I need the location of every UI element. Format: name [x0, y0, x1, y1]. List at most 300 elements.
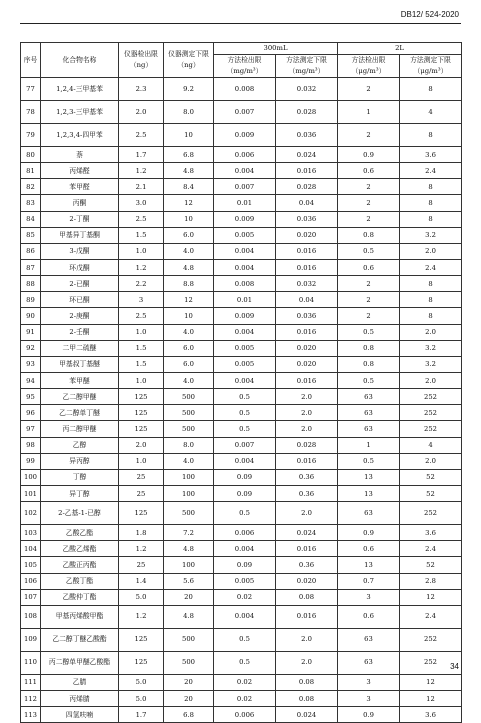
cell-instrument-quant-limit: 500 — [164, 389, 214, 405]
table-row — [21, 389, 462, 405]
col-method-quant-2l: 方法测定下限（μg/m³） — [400, 55, 462, 78]
cell-method-quant-300ml: 0.016 — [276, 605, 338, 628]
cell-name: 乙酸正丙酯 — [41, 557, 119, 573]
cell-method-quant-300ml: 2.0 — [276, 628, 338, 651]
table-row — [21, 589, 462, 605]
cell-instrument-detection-limit: 2.0 — [119, 437, 164, 453]
cell-method-quant-300ml: 0.020 — [276, 340, 338, 356]
cell-method-quant-300ml: 0.016 — [276, 372, 338, 388]
cell-method-detection-300ml: 0.008 — [214, 276, 276, 292]
cell-method-detection-300ml: 0.004 — [214, 541, 276, 557]
cell-instrument-detection-limit: 2.5 — [119, 211, 164, 227]
cell-method-quant-300ml: 0.020 — [276, 573, 338, 589]
cell-seq: 101 — [21, 485, 41, 501]
cell-seq: 93 — [21, 356, 41, 372]
cell-name: 2-丁酮 — [41, 211, 119, 227]
cell-instrument-detection-limit: 1.2 — [119, 163, 164, 179]
cell-name: 丁醇 — [41, 469, 119, 485]
cell-method-quant-2l: 2.4 — [400, 605, 462, 628]
cell-method-quant-2l: 252 — [400, 389, 462, 405]
cell-method-detection-300ml: 0.006 — [214, 147, 276, 163]
table-row — [21, 211, 462, 227]
cell-method-detection-2l: 2 — [338, 211, 400, 227]
table-row — [21, 356, 462, 372]
cell-method-quant-2l: 8 — [400, 276, 462, 292]
cell-seq: 92 — [21, 340, 41, 356]
cell-instrument-detection-limit: 125 — [119, 389, 164, 405]
cell-method-quant-300ml: 0.032 — [276, 276, 338, 292]
cell-method-detection-2l: 0.8 — [338, 340, 400, 356]
table-row — [21, 405, 462, 421]
cell-seq: 106 — [21, 573, 41, 589]
cell-instrument-quant-limit: 4.0 — [164, 243, 214, 259]
cell-method-quant-2l: 2.0 — [400, 453, 462, 469]
cell-name: 2-庚酮 — [41, 308, 119, 324]
cell-instrument-detection-limit: 125 — [119, 421, 164, 437]
cell-method-quant-2l: 52 — [400, 557, 462, 573]
cell-name: 异丁醇 — [41, 485, 119, 501]
cell-seq: 82 — [21, 179, 41, 195]
cell-method-quant-2l: 252 — [400, 502, 462, 525]
cell-method-quant-300ml: 0.08 — [276, 690, 338, 706]
cell-method-detection-300ml: 0.004 — [214, 163, 276, 179]
cell-method-quant-300ml: 0.36 — [276, 557, 338, 573]
cell-seq: 77 — [21, 78, 41, 101]
cell-instrument-quant-limit: 6.0 — [164, 227, 214, 243]
cell-name: 丙酮 — [41, 195, 119, 211]
cell-method-detection-2l: 3 — [338, 674, 400, 690]
cell-instrument-quant-limit: 9.2 — [164, 78, 214, 101]
table-row — [21, 557, 462, 573]
cell-method-detection-300ml: 0.009 — [214, 124, 276, 147]
table-row — [21, 147, 462, 163]
cell-method-quant-300ml: 0.04 — [276, 195, 338, 211]
cell-method-quant-300ml: 0.016 — [276, 324, 338, 340]
cell-instrument-quant-limit: 500 — [164, 421, 214, 437]
cell-method-quant-2l: 8 — [400, 211, 462, 227]
cell-instrument-detection-limit: 2.0 — [119, 101, 164, 124]
cell-method-quant-300ml: 2.0 — [276, 389, 338, 405]
table-row — [21, 651, 462, 674]
cell-name: 四氢呋喃 — [41, 707, 119, 723]
cell-instrument-quant-limit: 6.8 — [164, 147, 214, 163]
cell-instrument-detection-limit: 25 — [119, 469, 164, 485]
cell-name: 萘 — [41, 147, 119, 163]
cell-method-detection-300ml: 0.02 — [214, 690, 276, 706]
table-row — [21, 308, 462, 324]
cell-method-detection-300ml: 0.02 — [214, 589, 276, 605]
cell-method-detection-300ml: 0.01 — [214, 292, 276, 308]
cell-method-quant-2l: 12 — [400, 589, 462, 605]
table-row — [21, 179, 462, 195]
cell-instrument-quant-limit: 6.0 — [164, 340, 214, 356]
cell-instrument-detection-limit: 1.5 — [119, 340, 164, 356]
cell-instrument-detection-limit: 5.0 — [119, 690, 164, 706]
cell-name: 1,2,4-三甲基苯 — [41, 78, 119, 101]
cell-name: 1,2,3,4-四甲苯 — [41, 124, 119, 147]
cell-method-quant-300ml: 0.032 — [276, 78, 338, 101]
table-row — [21, 243, 462, 259]
cell-method-quant-300ml: 2.0 — [276, 405, 338, 421]
cell-name: 2-已酮 — [41, 276, 119, 292]
cell-method-detection-2l: 2 — [338, 179, 400, 195]
cell-instrument-detection-limit: 1.0 — [119, 453, 164, 469]
cell-method-quant-300ml: 0.020 — [276, 356, 338, 372]
cell-method-quant-300ml: 0.016 — [276, 259, 338, 275]
cell-instrument-detection-limit: 5.0 — [119, 589, 164, 605]
cell-instrument-detection-limit: 3.0 — [119, 195, 164, 211]
cell-method-quant-300ml: 0.016 — [276, 243, 338, 259]
cell-instrument-quant-limit: 7.2 — [164, 525, 214, 541]
cell-seq: 81 — [21, 163, 41, 179]
cell-method-quant-2l: 52 — [400, 469, 462, 485]
page-number: 34 — [450, 662, 459, 671]
cell-instrument-detection-limit: 2.5 — [119, 124, 164, 147]
table-row — [21, 573, 462, 589]
cell-method-quant-2l: 8 — [400, 78, 462, 101]
cell-instrument-quant-limit: 500 — [164, 628, 214, 651]
cell-method-detection-300ml: 0.004 — [214, 453, 276, 469]
cell-method-detection-300ml: 0.008 — [214, 78, 276, 101]
cell-method-quant-2l: 252 — [400, 405, 462, 421]
cell-instrument-detection-limit: 2.1 — [119, 179, 164, 195]
cell-method-detection-2l: 0.9 — [338, 707, 400, 723]
cell-seq: 104 — [21, 541, 41, 557]
cell-method-detection-300ml: 0.009 — [214, 211, 276, 227]
table-row — [21, 372, 462, 388]
cell-method-quant-300ml: 0.36 — [276, 469, 338, 485]
cell-method-quant-2l: 2.0 — [400, 243, 462, 259]
cell-method-detection-300ml: 0.09 — [214, 469, 276, 485]
cell-instrument-quant-limit: 12 — [164, 292, 214, 308]
cell-method-quant-2l: 3.6 — [400, 525, 462, 541]
cell-method-detection-300ml: 0.007 — [214, 437, 276, 453]
cell-instrument-quant-limit: 10 — [164, 211, 214, 227]
cell-method-detection-2l: 0.5 — [338, 243, 400, 259]
cell-method-detection-300ml: 0.004 — [214, 324, 276, 340]
cell-name: 丙烯醛 — [41, 163, 119, 179]
cell-instrument-detection-limit: 2.2 — [119, 276, 164, 292]
cell-instrument-quant-limit: 8.0 — [164, 437, 214, 453]
cell-instrument-quant-limit: 6.0 — [164, 356, 214, 372]
cell-method-quant-2l: 8 — [400, 124, 462, 147]
cell-instrument-detection-limit: 1.2 — [119, 605, 164, 628]
table-row — [21, 276, 462, 292]
cell-method-quant-2l: 12 — [400, 690, 462, 706]
cell-name: 甲基叔丁基醚 — [41, 356, 119, 372]
cell-seq: 85 — [21, 227, 41, 243]
cell-seq: 87 — [21, 259, 41, 275]
cell-seq: 98 — [21, 437, 41, 453]
cell-instrument-quant-limit: 8.8 — [164, 276, 214, 292]
cell-instrument-quant-limit: 100 — [164, 557, 214, 573]
cell-name: 苯甲醛 — [41, 179, 119, 195]
cell-instrument-detection-limit: 3 — [119, 292, 164, 308]
cell-method-detection-2l: 0.9 — [338, 147, 400, 163]
cell-method-quant-300ml: 0.36 — [276, 485, 338, 501]
cell-instrument-detection-limit: 125 — [119, 651, 164, 674]
cell-method-detection-2l: 1 — [338, 437, 400, 453]
cell-method-quant-2l: 2.4 — [400, 163, 462, 179]
cell-method-detection-2l: 63 — [338, 389, 400, 405]
cell-name: 乙二醇单丁醚 — [41, 405, 119, 421]
cell-seq: 84 — [21, 211, 41, 227]
cell-seq: 99 — [21, 453, 41, 469]
cell-instrument-quant-limit: 4.0 — [164, 453, 214, 469]
cell-method-quant-300ml: 0.08 — [276, 589, 338, 605]
cell-method-quant-300ml: 0.016 — [276, 163, 338, 179]
cell-method-quant-300ml: 0.036 — [276, 211, 338, 227]
cell-method-detection-300ml: 0.005 — [214, 340, 276, 356]
cell-name: 乙二醇丁醚乙酸酯 — [41, 628, 119, 651]
cell-instrument-quant-limit: 4.8 — [164, 541, 214, 557]
cell-instrument-detection-limit: 1.8 — [119, 525, 164, 541]
cell-seq: 109 — [21, 628, 41, 651]
table-row — [21, 674, 462, 690]
cell-method-detection-300ml: 0.5 — [214, 502, 276, 525]
cell-method-quant-2l: 2.4 — [400, 259, 462, 275]
cell-instrument-quant-limit: 4.8 — [164, 605, 214, 628]
cell-instrument-quant-limit: 10 — [164, 308, 214, 324]
table-row — [21, 227, 462, 243]
cell-seq: 100 — [21, 469, 41, 485]
cell-seq: 111 — [21, 674, 41, 690]
cell-name: 1,2,3-三甲基苯 — [41, 101, 119, 124]
table-row — [21, 541, 462, 557]
cell-instrument-quant-limit: 20 — [164, 674, 214, 690]
cell-method-quant-300ml: 0.024 — [276, 525, 338, 541]
cell-name: 乙酸仲丁酯 — [41, 589, 119, 605]
cell-instrument-quant-limit: 8.4 — [164, 179, 214, 195]
cell-method-quant-2l: 3.2 — [400, 356, 462, 372]
cell-instrument-detection-limit: 1.0 — [119, 324, 164, 340]
cell-seq: 94 — [21, 372, 41, 388]
cell-method-detection-2l: 0.9 — [338, 525, 400, 541]
cell-instrument-quant-limit: 5.6 — [164, 573, 214, 589]
cell-name: 乙酸乙酯 — [41, 525, 119, 541]
cell-method-quant-300ml: 0.020 — [276, 227, 338, 243]
cell-method-quant-2l: 8 — [400, 179, 462, 195]
cell-method-quant-2l: 3.6 — [400, 147, 462, 163]
table-row — [21, 259, 462, 275]
cell-method-detection-300ml: 0.009 — [214, 308, 276, 324]
cell-name: 乙二醇甲醚 — [41, 389, 119, 405]
cell-instrument-quant-limit: 4.0 — [164, 372, 214, 388]
cell-seq: 103 — [21, 525, 41, 541]
cell-instrument-quant-limit: 4.8 — [164, 163, 214, 179]
cell-instrument-detection-limit: 1.5 — [119, 356, 164, 372]
table-row — [21, 163, 462, 179]
cell-seq: 96 — [21, 405, 41, 421]
cell-seq: 113 — [21, 707, 41, 723]
cell-instrument-quant-limit: 4.8 — [164, 259, 214, 275]
cell-instrument-quant-limit: 4.0 — [164, 324, 214, 340]
table-row — [21, 502, 462, 525]
cell-instrument-quant-limit: 12 — [164, 195, 214, 211]
col-seq: 序号 — [21, 43, 41, 78]
cell-instrument-detection-limit: 25 — [119, 557, 164, 573]
table-row — [21, 324, 462, 340]
table-row — [21, 453, 462, 469]
cell-instrument-detection-limit: 2.5 — [119, 308, 164, 324]
table-row — [21, 195, 462, 211]
cell-name: 苯甲醚 — [41, 372, 119, 388]
cell-instrument-quant-limit: 6.8 — [164, 707, 214, 723]
cell-name: 二甲二硫醚 — [41, 340, 119, 356]
cell-method-detection-300ml: 0.004 — [214, 372, 276, 388]
cell-method-detection-300ml: 0.004 — [214, 259, 276, 275]
cell-method-detection-2l: 0.7 — [338, 573, 400, 589]
cell-name: 甲基异丁基酮 — [41, 227, 119, 243]
cell-instrument-detection-limit: 1.0 — [119, 243, 164, 259]
cell-method-quant-2l: 2.0 — [400, 324, 462, 340]
cell-name: 丙烯腈 — [41, 690, 119, 706]
cell-method-detection-2l: 63 — [338, 421, 400, 437]
col-method-detection-300ml: 方法检出限（mg/m³） — [214, 55, 276, 78]
cell-method-detection-300ml: 0.004 — [214, 605, 276, 628]
cell-method-quant-2l: 3.2 — [400, 227, 462, 243]
table-row — [21, 707, 462, 723]
cell-method-quant-300ml: 0.024 — [276, 707, 338, 723]
cell-method-detection-300ml: 0.5 — [214, 421, 276, 437]
cell-instrument-quant-limit: 10 — [164, 124, 214, 147]
table-row — [21, 124, 462, 147]
table-row — [21, 340, 462, 356]
cell-method-quant-300ml: 0.024 — [276, 147, 338, 163]
cell-instrument-detection-limit: 125 — [119, 502, 164, 525]
cell-name: 丙二醇甲醚 — [41, 421, 119, 437]
cell-method-detection-300ml: 0.004 — [214, 243, 276, 259]
cell-instrument-detection-limit: 1.7 — [119, 147, 164, 163]
cell-name: 甲基丙烯酸甲酯 — [41, 605, 119, 628]
cell-seq: 86 — [21, 243, 41, 259]
cell-method-detection-2l: 63 — [338, 628, 400, 651]
cell-method-detection-2l: 63 — [338, 502, 400, 525]
cell-method-quant-2l: 3.6 — [400, 707, 462, 723]
cell-method-detection-300ml: 0.006 — [214, 707, 276, 723]
cell-instrument-detection-limit: 1.2 — [119, 541, 164, 557]
cell-method-detection-2l: 2 — [338, 276, 400, 292]
cell-method-quant-300ml: 2.0 — [276, 651, 338, 674]
cell-method-detection-2l: 1 — [338, 101, 400, 124]
group-300ml: 300mL — [214, 43, 338, 55]
cell-instrument-quant-limit: 100 — [164, 485, 214, 501]
cell-instrument-quant-limit: 500 — [164, 651, 214, 674]
cell-method-detection-300ml: 0.005 — [214, 573, 276, 589]
cell-method-detection-2l: 2 — [338, 78, 400, 101]
cell-method-detection-2l: 0.5 — [338, 324, 400, 340]
cell-method-quant-300ml: 0.08 — [276, 674, 338, 690]
cell-name: 乙酸乙烯酯 — [41, 541, 119, 557]
cell-method-detection-2l: 13 — [338, 557, 400, 573]
cell-method-quant-2l: 4 — [400, 437, 462, 453]
cell-method-detection-300ml: 0.09 — [214, 485, 276, 501]
cell-method-quant-2l: 252 — [400, 421, 462, 437]
cell-method-quant-300ml: 2.0 — [276, 421, 338, 437]
cell-instrument-detection-limit: 5.0 — [119, 674, 164, 690]
cell-method-detection-2l: 0.8 — [338, 227, 400, 243]
table-body — [21, 78, 462, 723]
cell-method-detection-300ml: 0.02 — [214, 674, 276, 690]
col-method-quant-300ml: 方法测定下限（mg/m³） — [276, 55, 338, 78]
cell-seq: 89 — [21, 292, 41, 308]
cell-method-detection-300ml: 0.005 — [214, 356, 276, 372]
cell-method-detection-2l: 2 — [338, 195, 400, 211]
cell-method-quant-2l: 52 — [400, 485, 462, 501]
group-2l: 2L — [338, 43, 462, 55]
cell-method-detection-300ml: 0.5 — [214, 651, 276, 674]
cell-method-quant-300ml: 0.036 — [276, 308, 338, 324]
cell-method-quant-300ml: 0.028 — [276, 101, 338, 124]
cell-method-detection-2l: 0.6 — [338, 259, 400, 275]
cell-method-quant-2l: 3.2 — [400, 340, 462, 356]
cell-instrument-quant-limit: 20 — [164, 690, 214, 706]
cell-seq: 78 — [21, 101, 41, 124]
cell-instrument-detection-limit: 25 — [119, 485, 164, 501]
cell-method-detection-2l: 0.6 — [338, 605, 400, 628]
cell-seq: 102 — [21, 502, 41, 525]
cell-method-detection-300ml: 0.5 — [214, 628, 276, 651]
cell-method-quant-2l: 8 — [400, 308, 462, 324]
cell-method-detection-300ml: 0.006 — [214, 525, 276, 541]
cell-method-detection-2l: 2 — [338, 124, 400, 147]
cell-name: 乙酸丁酯 — [41, 573, 119, 589]
cell-method-quant-300ml: 0.028 — [276, 179, 338, 195]
table-row — [21, 469, 462, 485]
cell-instrument-detection-limit: 1.5 — [119, 227, 164, 243]
cell-method-quant-2l: 2.8 — [400, 573, 462, 589]
cell-instrument-quant-limit: 100 — [164, 469, 214, 485]
cell-seq: 91 — [21, 324, 41, 340]
cell-method-quant-300ml: 0.016 — [276, 453, 338, 469]
cell-method-detection-300ml: 0.5 — [214, 405, 276, 421]
cell-name: 乙腈 — [41, 674, 119, 690]
cell-name: 2-壬酮 — [41, 324, 119, 340]
table-row — [21, 628, 462, 651]
table-row — [21, 485, 462, 501]
cell-name: 丙二醇单甲醚乙酸酯 — [41, 651, 119, 674]
cell-method-detection-2l: 0.6 — [338, 163, 400, 179]
cell-method-quant-2l: 8 — [400, 195, 462, 211]
cell-instrument-quant-limit: 500 — [164, 405, 214, 421]
cell-method-detection-2l: 2 — [338, 292, 400, 308]
cell-seq: 112 — [21, 690, 41, 706]
cell-seq: 80 — [21, 147, 41, 163]
cell-method-quant-300ml: 0.028 — [276, 437, 338, 453]
cell-method-quant-2l: 4 — [400, 101, 462, 124]
cell-seq: 97 — [21, 421, 41, 437]
col-name: 化合物名称 — [41, 43, 119, 78]
cell-method-quant-2l: 8 — [400, 292, 462, 308]
table-row — [21, 101, 462, 124]
cell-seq: 88 — [21, 276, 41, 292]
cell-method-detection-2l: 0.8 — [338, 356, 400, 372]
cell-method-detection-300ml: 0.01 — [214, 195, 276, 211]
cell-seq: 107 — [21, 589, 41, 605]
cell-instrument-detection-limit: 2.3 — [119, 78, 164, 101]
cell-method-detection-300ml: 0.007 — [214, 101, 276, 124]
cell-method-quant-2l: 12 — [400, 674, 462, 690]
cell-name: 环已酮 — [41, 292, 119, 308]
cell-method-detection-300ml: 0.005 — [214, 227, 276, 243]
cell-method-detection-2l: 63 — [338, 405, 400, 421]
cell-name: 2-乙基-1-已醇 — [41, 502, 119, 525]
cell-instrument-quant-limit: 8.0 — [164, 101, 214, 124]
cell-name: 异丙醇 — [41, 453, 119, 469]
col-instrument-quant-limit: 仪器测定下限（ng） — [164, 43, 214, 78]
cell-instrument-quant-limit: 500 — [164, 502, 214, 525]
cell-seq: 83 — [21, 195, 41, 211]
